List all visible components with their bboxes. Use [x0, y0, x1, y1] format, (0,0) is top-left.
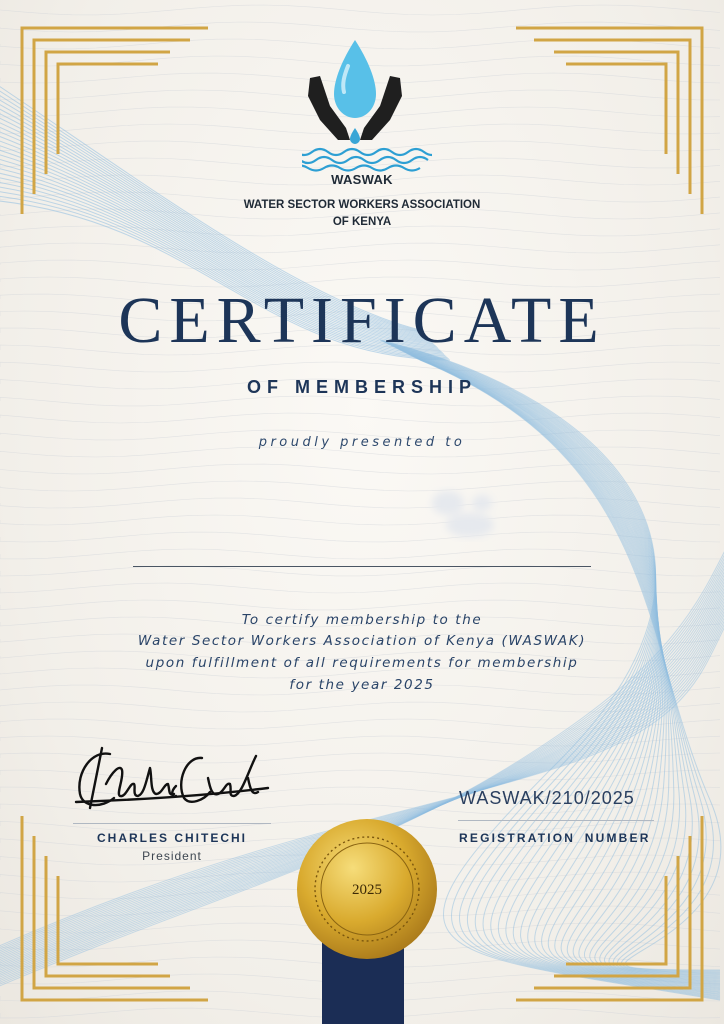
- presented-to-text: proudly presented to: [258, 435, 466, 450]
- recipient-name-line: [133, 566, 591, 567]
- body-text-line: upon fulfillment of all requirements for membership: [145, 655, 579, 671]
- president-signature: [72, 742, 272, 816]
- certificate-subtitle: OF MEMBERSHIP: [246, 377, 477, 397]
- certificate-title: CERTIFICATE: [118, 284, 606, 357]
- organization-full-name-line1: WATER SECTOR WORKERS ASSOCIATION: [243, 199, 481, 211]
- body-text-line: Water Sector Workers Association of Kenya (WASWAK): [137, 633, 587, 649]
- seal-year: 2025: [352, 882, 382, 898]
- registration-label: REGISTRATION NUMBER: [459, 831, 651, 845]
- organization-full-name-line2: OF KENYA: [332, 216, 392, 228]
- body-text-line: for the year 2025: [289, 677, 435, 693]
- signer-role: President: [142, 849, 202, 863]
- registration-line: [458, 820, 654, 821]
- body-text-line: To certify membership to the: [241, 612, 483, 628]
- signer-name: CHARLES CHITECHI: [96, 831, 247, 845]
- gold-corner-top-left: [18, 24, 218, 224]
- organization-short-name: WASWAK: [331, 172, 393, 187]
- signature-line: [73, 823, 271, 824]
- registration-number: WASWAK/210/2025: [459, 788, 635, 808]
- recipient-name-redacted: [418, 483, 508, 545]
- gold-corner-top-right: [506, 24, 706, 224]
- hands-water-drop-icon: [302, 36, 432, 176]
